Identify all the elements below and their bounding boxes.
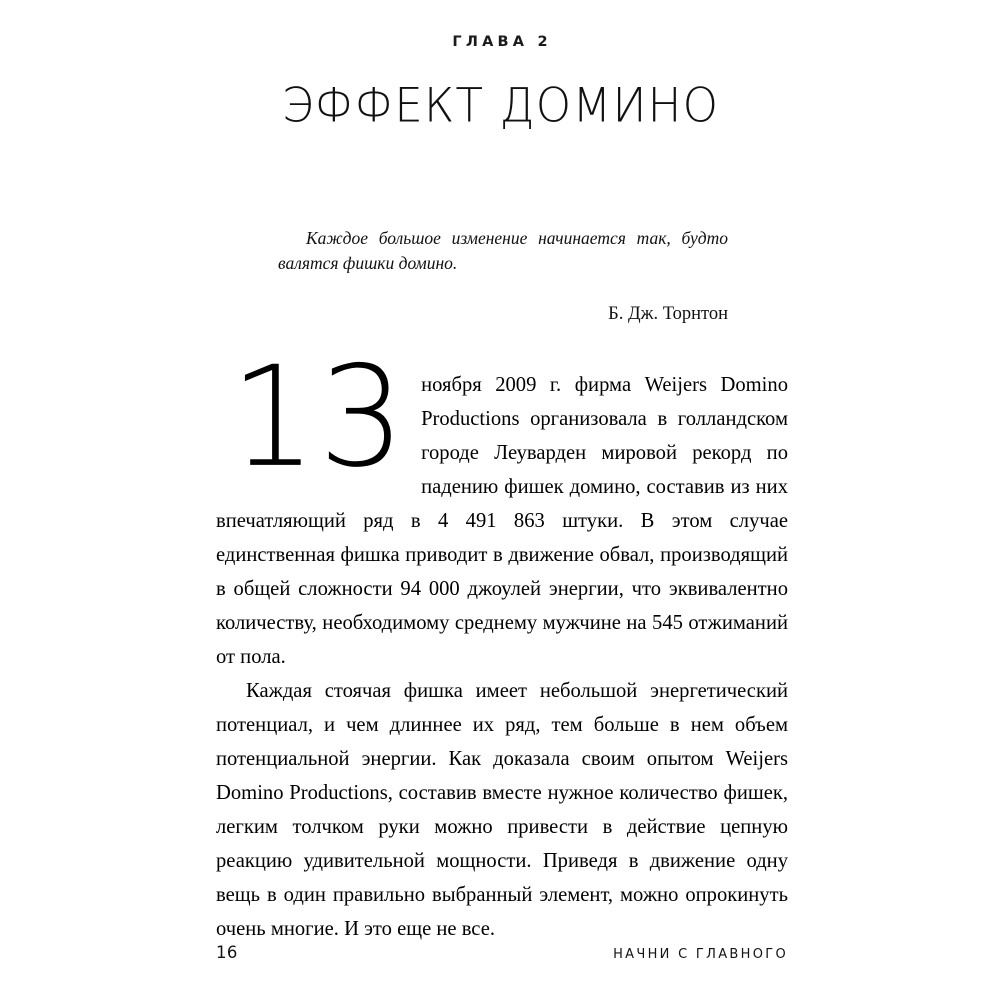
epigraph-attribution: Б. Дж. Торнтон (608, 304, 728, 324)
epigraph-quote: Каждое большое изменение начинается так, будто валятся фишки домино. (278, 228, 728, 273)
chapter-title: ЭФФЕКТ ДОМИНО (281, 77, 720, 134)
page-footer (216, 943, 788, 962)
body-text-column (216, 337, 788, 946)
body-paragraph: Каждая стоячая фишка имеет небольшой энергетический потенциал, и чем длиннее их ряд, тем больше в нем объем потенциальной энергии. Как доказала своим опытом Weijers Domino Productions, составив вместе нужное количество фишек, легким толчком руки можно привести в действие цепную реакцию удивительной мощности. Приведя в движение одну вещь в один правильно выбранный элемент, можно опрокинуть очень многие. И это еще не все. (216, 680, 788, 940)
chapter-label: ГЛАВА 2 (452, 34, 552, 50)
body-paragraph: ноября 2009 г. фирма Weijers Domino Productions организовала в голландском городе Леуварден мировой рекорд по падению фишек домино, составив из них впечатляющий ряд в 4 491 863 штуки. В этом случае единственная фишка приводит в движение обвал, производящий в общей сложности 94 000 джоулей энергии, что эквивалентно количеству, необходимому среднему мужчине на 545 отжиманий от пола. (216, 374, 788, 668)
drop-cap: 13 (230, 337, 408, 499)
running-head: НАЧНИ С ГЛАВНОГО (613, 947, 788, 962)
page-number: 16 (216, 943, 238, 962)
epigraph-block (278, 226, 728, 326)
